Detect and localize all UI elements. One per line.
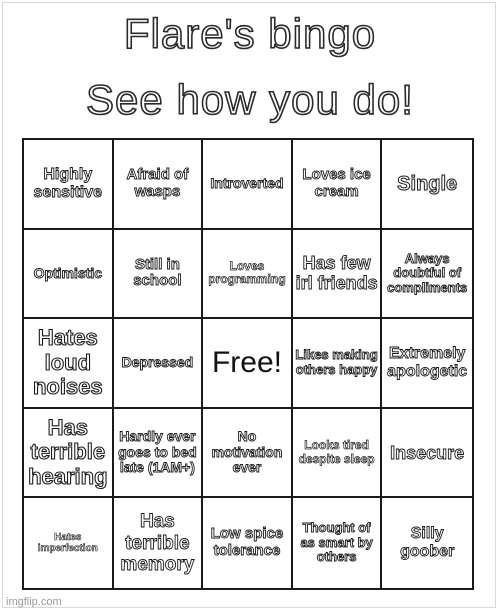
bingo-cell-label: Still in school <box>133 255 182 290</box>
bingo-subtitle: See how you do! <box>86 76 414 123</box>
bingo-cell-label: Low spice tolerance <box>210 525 284 560</box>
bingo-title: Flare's bingo <box>123 10 377 57</box>
bingo-cell[interactable] <box>293 319 383 409</box>
bingo-cell[interactable] <box>24 498 114 588</box>
bingo-cell[interactable] <box>203 498 293 588</box>
bingo-cell[interactable] <box>382 498 472 588</box>
free-space[interactable] <box>203 319 293 409</box>
bingo-cell[interactable] <box>24 230 114 320</box>
bingo-cell-label: Hates imperfection <box>37 532 98 555</box>
bingo-cell-label: No motivation ever <box>211 428 283 476</box>
imgflip-watermark: imgflip.com <box>6 596 62 608</box>
bingo-cell[interactable] <box>203 409 293 499</box>
bingo-cell[interactable] <box>293 140 383 230</box>
bingo-grid <box>22 138 474 590</box>
bingo-cell[interactable] <box>24 140 114 230</box>
bingo-cell-label: Likes making others happy <box>295 347 378 377</box>
bingo-cell[interactable] <box>114 319 204 409</box>
bingo-cell[interactable] <box>114 140 204 230</box>
bingo-cell[interactable] <box>203 230 293 320</box>
bingo-cell-label: Extremely apologetic <box>387 345 468 380</box>
bingo-cell-label: Has few irl friends <box>295 253 378 294</box>
bingo-cell-label: Highly sensitive <box>33 165 103 201</box>
bingo-cell-label: Has terrible memory <box>120 511 195 575</box>
bingo-cell[interactable] <box>114 230 204 320</box>
bingo-cell-label: Looks tired despite sleep <box>298 438 375 466</box>
bingo-cell[interactable] <box>293 409 383 499</box>
bingo-cell-label: Loves ice cream <box>302 166 371 200</box>
bingo-cell[interactable] <box>114 498 204 588</box>
bingo-cell[interactable] <box>24 409 114 499</box>
bingo-cell-label: Optimistic <box>33 264 103 281</box>
bingo-cell-label: Thought of as smart by others <box>300 520 373 565</box>
bingo-cell[interactable] <box>293 230 383 320</box>
bingo-cell-label: Afraid of wasps <box>126 166 189 200</box>
bingo-cell-label: Always doubtful of compliments <box>387 250 468 295</box>
bingo-cell-label: Loves programming <box>208 258 286 287</box>
bingo-cell[interactable] <box>382 230 472 320</box>
bingo-cell[interactable] <box>114 409 204 499</box>
bingo-cell-label: Has terrible hearing <box>28 414 108 489</box>
bingo-cell[interactable] <box>203 140 293 230</box>
bingo-cell[interactable] <box>382 319 472 409</box>
bingo-cell[interactable] <box>382 140 472 230</box>
bingo-cell[interactable] <box>24 319 114 409</box>
bingo-cell-label: Hates loud noises <box>32 325 103 400</box>
bingo-cell-label: Single <box>397 172 458 195</box>
bingo-cell-label: Insecure <box>390 442 465 463</box>
bingo-cell-label: Hardly ever goes to bed late (1AM+) <box>118 428 197 476</box>
bingo-cell-label: Introverted <box>210 174 284 191</box>
bingo-cell[interactable] <box>382 409 472 499</box>
bingo-cell-label: Silly goober <box>400 525 455 561</box>
bingo-cell-label: Depressed <box>121 354 194 371</box>
bingo-cell[interactable] <box>293 498 383 588</box>
free-space-label: Free! <box>211 345 282 379</box>
